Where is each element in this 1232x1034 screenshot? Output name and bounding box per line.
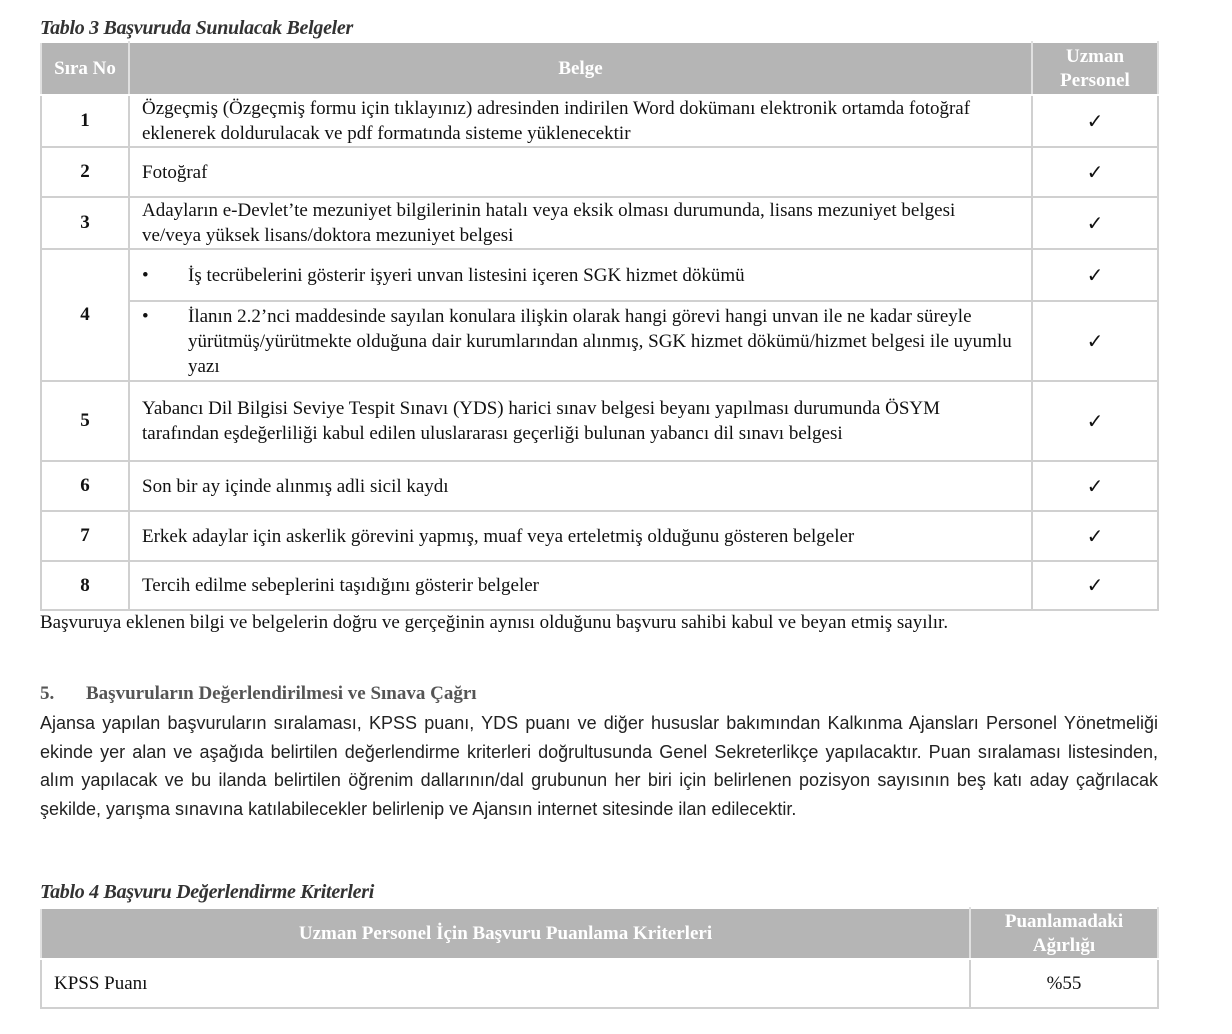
- row-no: 3: [41, 197, 129, 249]
- weight-cell: %55: [970, 959, 1158, 1008]
- row-no: 1: [41, 95, 129, 147]
- documents-table: [40, 41, 1159, 611]
- header-expert: Uzman Personel: [1032, 42, 1158, 95]
- check-icon: ✓: [1032, 197, 1158, 249]
- row-text: Erkek adaylar için askerlik görevini yapmış, muaf veya erteletmiş olduğunu gösteren belgeler: [129, 511, 1032, 561]
- check-icon: ✓: [1032, 381, 1158, 461]
- table-row: [41, 249, 1158, 301]
- row-no: 7: [41, 511, 129, 561]
- header-criteria: Uzman Personel İçin Başvuru Puanlama Kriterleri: [41, 908, 970, 959]
- bullet-icon: •: [142, 264, 149, 286]
- header-doc: Belge: [129, 42, 1032, 95]
- header-weight: Puanlamadaki Ağırlığı: [970, 908, 1158, 959]
- section-body: Ajansa yapılan başvuruların sıralaması, KPSS puanı, YDS puanı ve diğer hususlar bakımından Kalkınma Ajansları Personel Yönetmeliği ekinde yer alan ve aşağıda belirtilen değerlendirme kriterleri doğrultusunda Genel Sekreterlikçe yapılacaktır. Puan sıralaması listesinden, alım yapılacak ve bu ilanda belirtilen öğrenim dallarının/dal grubunun her biri için belirlenen pozisyon sayısının beş katı aday çağrılacak şekilde, yarışma sınavına katılabilecekler belirlenip ve Ajansın internet sitesinde ilan edilecektir.: [40, 713, 1158, 819]
- table-row: [41, 147, 1158, 197]
- header-no: Sıra No: [41, 42, 129, 95]
- table-row: [41, 561, 1158, 610]
- table3-caption: Tablo 3 Başvuruda Sunulacak Belgeler: [40, 17, 353, 39]
- check-icon: ✓: [1032, 95, 1158, 147]
- check-icon: ✓: [1032, 301, 1158, 381]
- row-no: 5: [41, 381, 129, 461]
- check-icon: ✓: [1032, 147, 1158, 197]
- table-row: [41, 301, 1158, 381]
- row-no: 8: [41, 561, 129, 610]
- section-title: Başvuruların Değerlendirilmesi ve Sınava Çağrı: [86, 683, 477, 704]
- criteria-cell: KPSS Puanı: [41, 959, 970, 1008]
- section-number: 5.: [40, 683, 55, 704]
- table-row: [41, 461, 1158, 511]
- check-icon: ✓: [1032, 561, 1158, 610]
- table-row: [41, 511, 1158, 561]
- table-row: [41, 95, 1158, 147]
- table-row: [41, 197, 1158, 249]
- check-icon: ✓: [1032, 511, 1158, 561]
- row-no: 2: [41, 147, 129, 197]
- row-text: Fotoğraf: [129, 147, 1032, 197]
- table-row: [41, 381, 1158, 461]
- row-text: Son bir ay içinde alınmış adli sicil kaydı: [129, 461, 1032, 511]
- row-text: İş tecrübelerini gösterir işyeri unvan listesini içeren SGK hizmet dökümü: [188, 264, 745, 286]
- check-icon: ✓: [1032, 461, 1158, 511]
- row-text: Adayların e-Devlet’te mezuniyet bilgilerinin hatalı veya eksik olması durumunda, lisans mezuniyet belgesi ve/veya yüksek lisans/doktora mezuniyet belgesi: [129, 197, 1032, 249]
- table4-caption: Tablo 4 Başvuru Değerlendirme Kriterleri: [40, 881, 374, 903]
- check-icon: ✓: [1032, 249, 1158, 301]
- criteria-table: [40, 907, 1159, 1009]
- row-text: Tercih edilme sebeplerini taşıdığını gösterir belgeler: [129, 561, 1032, 610]
- table-row: [41, 959, 1158, 1008]
- row-text: Yabancı Dil Bilgisi Seviye Tespit Sınavı (YDS) harici sınav belgesi beyanı yapılması durumunda ÖSYM tarafından eşdeğerliliği kabul edilen uluslararası geçerliği bulunan yabancı dil sınavı belgesi: [129, 381, 1032, 461]
- row-text: Özgeçmiş (Özgeçmiş formu için tıklayınız) adresinden indirilen Word dokümanı elektronik ortamda fotoğraf eklenerek doldurulacak ve pdf formatında sisteme yüklenecektir: [129, 95, 1032, 147]
- declaration-note: Başvuruya eklenen bilgi ve belgelerin doğru ve gerçeğinin aynısı olduğunu başvuru sahibi kabul ve beyan etmiş sayılır.: [40, 612, 949, 633]
- row-no: 6: [41, 461, 129, 511]
- row-text: İlanın 2.2’nci maddesinde sayılan konulara ilişkin olarak hangi görevi hangi unvan ile ne kadar süreyle yürütmüş/yürütmekte olduğuna dair kurumlarından alınmış, SGK hizmet dökümü/hizmet belgesi ile uyumlu yazı: [188, 305, 1012, 377]
- section-heading: [40, 683, 477, 705]
- row-no: 4: [41, 249, 129, 381]
- bullet-icon: •: [142, 305, 149, 327]
